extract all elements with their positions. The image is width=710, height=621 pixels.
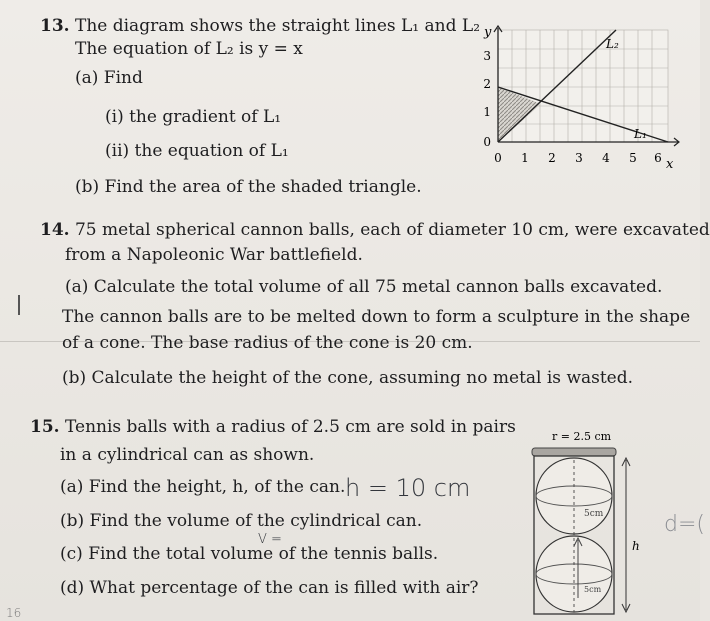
q14-line4: of a cone. The base radius of the cone is 20 cm. xyxy=(62,333,473,353)
q13-part-b: (b) Find the area of the shaded triangle. xyxy=(75,177,422,197)
q15-part-a: (a) Find the height, h, of the can. xyxy=(60,477,346,497)
inner-note-top: 5cm xyxy=(584,509,604,519)
height-label: h xyxy=(632,539,640,553)
handwritten-side-note: d=( xyxy=(664,512,705,537)
x-tick-0: 0 xyxy=(494,151,502,165)
x-axis-label: x xyxy=(666,157,674,172)
y-tick-2: 2 xyxy=(483,77,491,91)
q14-part-b: (b) Calculate the height of the cone, assuming no metal is wasted. xyxy=(62,368,634,388)
handwritten-v-note: V = xyxy=(258,532,282,547)
x-tick-4: 4 xyxy=(602,151,610,165)
handwritten-answer-a: h = 10 cm xyxy=(345,474,471,502)
page-corner-note: 16 xyxy=(6,606,22,620)
q13-part-a-ii: (ii) the equation of L₁ xyxy=(105,141,289,161)
q13-line-graph xyxy=(468,22,690,182)
q13-line1: The diagram shows the straight lines L₁ and L₂ xyxy=(74,16,481,36)
q15-line1: Tennis balls with a radius of 2.5 cm are sold in pairs xyxy=(64,417,516,437)
margin-pen-mark xyxy=(18,295,20,315)
q13-part-a: (a) Find xyxy=(75,68,143,88)
y-tick-labels xyxy=(483,49,491,149)
q13-line2: The equation of L₂ is y = x xyxy=(75,39,303,59)
x-tick-6: 6 xyxy=(654,151,662,165)
tennis-can-diagram xyxy=(522,420,662,620)
q13-number: 13. xyxy=(40,16,70,36)
q14-line2: from a Napoleonic War battlefield. xyxy=(65,245,363,265)
x-tick-2: 2 xyxy=(548,151,556,165)
graph-grid xyxy=(498,30,668,142)
x-tick-1: 1 xyxy=(521,151,529,165)
q13-part-a-i: (i) the gradient of L₁ xyxy=(105,107,282,127)
radius-label: r = 2.5 cm xyxy=(552,430,612,443)
y-tick-1: 1 xyxy=(483,105,491,119)
y-tick-0: 0 xyxy=(483,135,491,149)
label-L2: L₂ xyxy=(606,37,619,51)
q13-block xyxy=(40,15,480,37)
q15-line2: in a cylindrical can as shown. xyxy=(60,445,315,465)
can-lid xyxy=(532,448,616,456)
x-tick-labels xyxy=(494,151,662,165)
q15-part-b: (b) Find the volume of the cylindrical can. xyxy=(60,511,423,531)
q15-number: 15. xyxy=(30,417,60,437)
q14-number: 14. xyxy=(40,220,70,240)
inner-note-bottom: 5cm xyxy=(584,585,602,594)
q15-part-c: (c) Find the total volume of the tennis balls. xyxy=(60,544,439,564)
y-axis-label: y xyxy=(484,25,492,40)
x-tick-5: 5 xyxy=(629,151,637,165)
q14-block xyxy=(40,219,710,241)
label-L1: L₁ xyxy=(634,127,647,141)
q14-part-a: (a) Calculate the total volume of all 75 metal cannon balls excavated. xyxy=(65,277,663,297)
q14-line1: 75 metal spherical cannon balls, each of diameter 10 cm, were excavated xyxy=(74,220,710,240)
q14-line3: The cannon balls are to be melted down to form a sculpture in the shape xyxy=(62,307,691,327)
y-tick-3: 3 xyxy=(483,49,491,63)
x-tick-3: 3 xyxy=(575,151,583,165)
q15-part-d: (d) What percentage of the can is filled with air? xyxy=(60,578,479,598)
q15-block xyxy=(30,416,516,438)
